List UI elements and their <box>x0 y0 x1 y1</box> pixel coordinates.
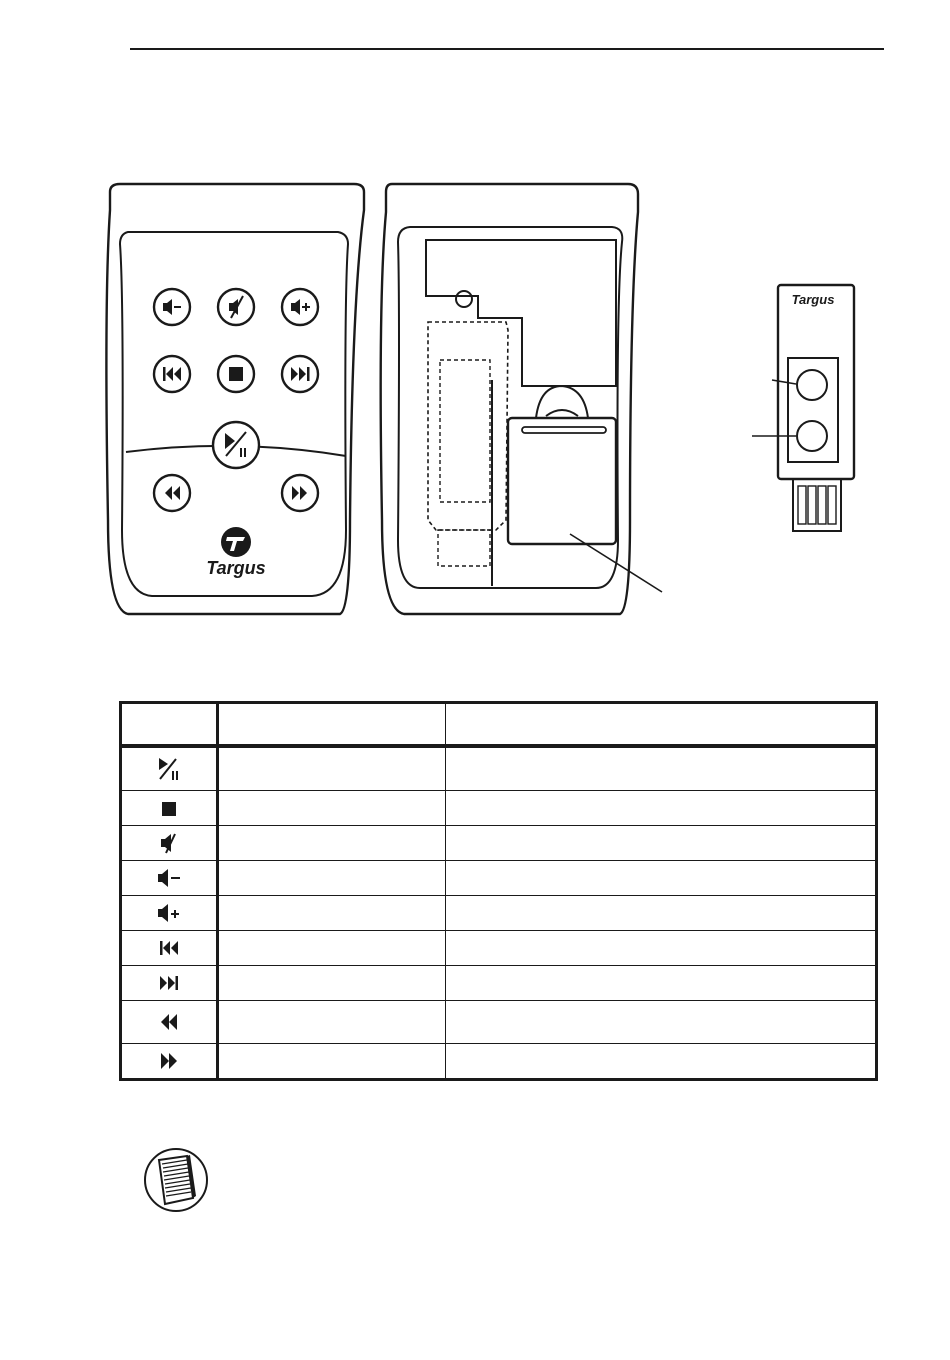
remote-back <box>381 184 662 614</box>
table-row <box>121 791 877 826</box>
play-pause-button <box>213 422 259 468</box>
description-cell <box>446 966 877 1001</box>
front-buttons <box>154 289 318 511</box>
description-cell <box>446 861 877 896</box>
description-cell <box>446 1001 877 1044</box>
table-header-row <box>121 703 877 747</box>
next-button <box>282 356 318 392</box>
rewind-icon <box>159 1012 179 1032</box>
table-row <box>121 966 877 1001</box>
function-cell <box>218 931 446 966</box>
stop-icon <box>161 801 177 817</box>
volume-down-button <box>154 289 190 325</box>
function-cell <box>218 966 446 1001</box>
header-description-cell <box>446 703 877 747</box>
volume-up-button <box>282 289 318 325</box>
next-track-icon <box>158 974 180 992</box>
description-cell <box>446 1044 877 1080</box>
mute-button <box>218 289 254 325</box>
table-row <box>121 1044 877 1080</box>
table-row <box>121 746 877 791</box>
targus-logo-receiver: Targus <box>791 292 835 307</box>
description-cell <box>446 826 877 861</box>
fast-forward-button <box>282 475 318 511</box>
stop-button <box>218 356 254 392</box>
mute-icon <box>158 832 180 854</box>
function-cell <box>218 861 446 896</box>
description-cell <box>446 791 877 826</box>
note-icon <box>143 1146 211 1216</box>
button-function-table <box>119 701 878 1081</box>
table-row <box>121 861 877 896</box>
rewind-button <box>154 475 190 511</box>
function-cell <box>218 896 446 931</box>
function-cell <box>218 791 446 826</box>
table-row <box>121 826 877 861</box>
targus-logo-remote <box>206 527 265 578</box>
header-function-cell <box>218 703 446 747</box>
header-icon-cell <box>121 703 218 747</box>
function-cell <box>218 1044 446 1080</box>
description-cell <box>446 896 877 931</box>
fast-forward-icon <box>159 1051 179 1071</box>
previous-track-icon <box>158 939 180 957</box>
function-cell <box>218 1001 446 1044</box>
description-cell <box>446 931 877 966</box>
table-row <box>121 931 877 966</box>
usb-receiver <box>752 285 854 531</box>
description-cell <box>446 746 877 791</box>
volume-down-icon <box>156 867 182 889</box>
play-pause-icon <box>155 756 183 782</box>
function-cell <box>218 826 446 861</box>
function-cell <box>218 746 446 791</box>
volume-up-icon <box>156 902 182 924</box>
table-row <box>121 1001 877 1044</box>
table-row <box>121 896 877 931</box>
svg-text:Targus: Targus <box>206 558 266 578</box>
previous-button <box>154 356 190 392</box>
